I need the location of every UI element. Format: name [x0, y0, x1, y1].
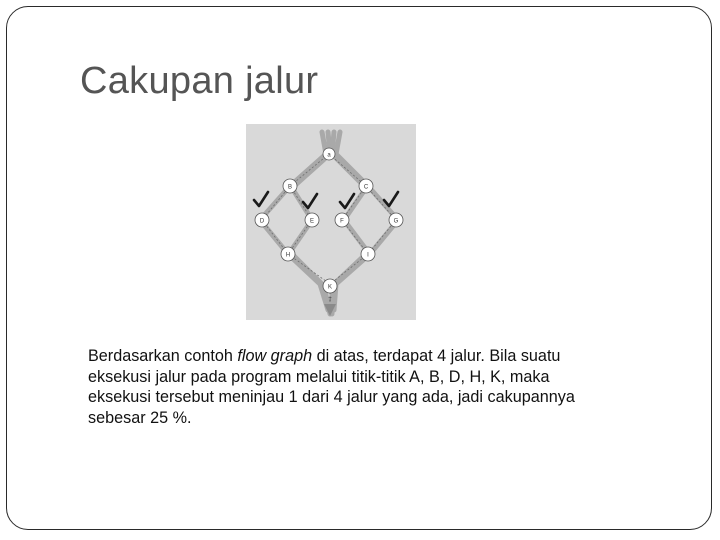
node-g [389, 213, 403, 227]
italic-term: flow graph [237, 347, 313, 365]
node-e [305, 213, 319, 227]
checkmark-icon [303, 194, 317, 208]
body-text-line1-rest: di atas, terdapat 4 jalur. Bila suatu [312, 347, 561, 365]
node-label-d: D [259, 218, 265, 225]
node-label-e: E [309, 218, 315, 225]
node-h [281, 247, 295, 261]
body-text-line2: eksekusi jalur pada program melalui titik-titik A, B, D, H, K, maka [88, 367, 550, 386]
node-c [359, 179, 373, 193]
node-label-t: T [328, 297, 332, 303]
node-label-c: C [363, 184, 369, 191]
body-text-line3: eksekusi tersebut meninjau 1 dari 4 jalur yang ada, jadi cakupannya [88, 388, 575, 406]
node-b [283, 179, 297, 193]
node-label-i: I [367, 252, 369, 259]
node-label-a: a [327, 152, 331, 159]
node-label-g: G [393, 218, 399, 225]
body-text-line4: sebesar 25 %. [88, 408, 192, 427]
node-label-h: H [285, 252, 291, 259]
flow-graph-figure [246, 124, 416, 320]
flow-graph-diagram [246, 124, 416, 320]
node-a [323, 148, 335, 160]
node-label-b: B [287, 184, 293, 191]
node-label-f: F [340, 218, 344, 225]
checkmark-icon [384, 192, 398, 206]
checkmark-icon [254, 192, 268, 206]
node-d [255, 213, 269, 227]
body-paragraph [88, 346, 648, 428]
body-text-start: Berdasarkan contoh [88, 347, 238, 365]
node-f [335, 213, 349, 227]
node-label-k: K [327, 284, 333, 291]
node-i [361, 247, 375, 261]
slide-title: Cakupan jalur [80, 60, 319, 102]
node-k [323, 279, 337, 293]
